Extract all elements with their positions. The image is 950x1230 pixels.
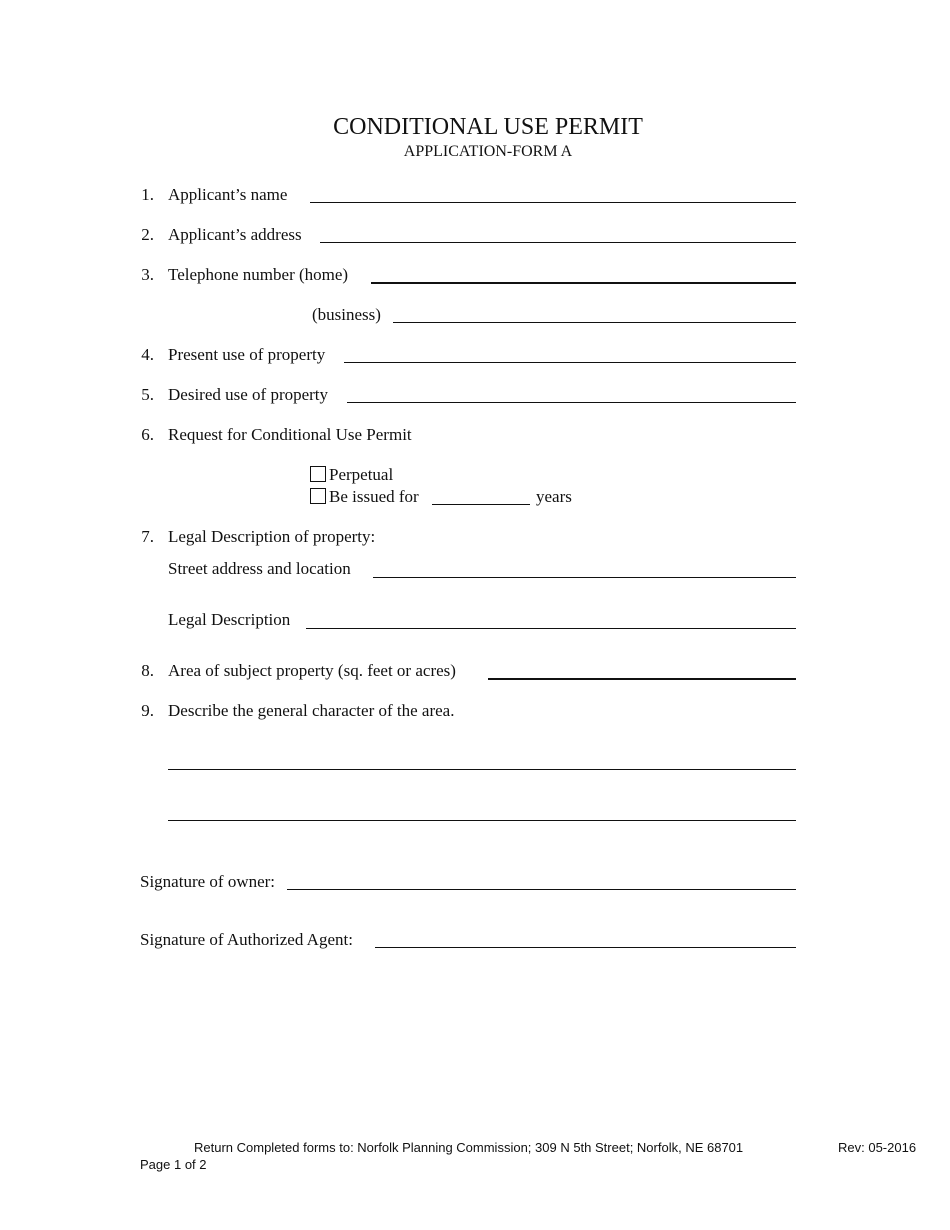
item-number-3: 3. <box>141 265 154 284</box>
return-address-text: Return Completed forms to: Norfolk Planning Commission; 309 N 5th Street; Norfolk, NE 68701 <box>194 1140 744 1155</box>
legal-description-label: Legal Description <box>168 610 291 629</box>
legal-description-heading: Legal Description of property: <box>168 527 376 546</box>
issued-for-label: Be issued for <box>329 487 419 506</box>
applicant-name-field[interactable] <box>310 202 796 203</box>
item-number-8: 8. <box>141 661 154 680</box>
street-address-field[interactable] <box>373 577 796 578</box>
applicant-address-field[interactable] <box>320 242 796 243</box>
street-address-label: Street address and location <box>168 559 351 578</box>
item-number-5: 5. <box>141 385 154 404</box>
form-subtitle: APPLICATION-FORM A <box>403 143 573 160</box>
owner-signature-label: Signature of owner: <box>140 872 276 891</box>
perpetual-label: Perpetual <box>329 465 394 484</box>
general-character-line-1[interactable] <box>168 769 796 770</box>
desired-use-label: Desired use of property <box>168 385 329 404</box>
telephone-business-label: (business) <box>312 305 381 324</box>
owner-signature-field[interactable] <box>287 889 796 890</box>
applicant-name-label: Applicant’s name <box>168 185 288 204</box>
area-field[interactable] <box>488 678 796 680</box>
present-use-label: Present use of property <box>168 345 326 364</box>
issued-years-field[interactable] <box>432 504 530 505</box>
telephone-home-label: Telephone number (home) <box>168 265 349 284</box>
general-character-label: Describe the general character of the area. <box>168 701 455 720</box>
page-number: Page 1 of 2 <box>140 1157 207 1172</box>
item-number-6: 6. <box>141 425 154 444</box>
telephone-home-field[interactable] <box>371 282 796 284</box>
telephone-business-field[interactable] <box>393 322 796 323</box>
revision-text: Rev: 05-2016 <box>838 1140 917 1155</box>
item-number-1: 1. <box>141 185 154 204</box>
item-number-4: 4. <box>141 345 154 364</box>
agent-signature-field[interactable] <box>375 947 796 948</box>
form-title: CONDITIONAL USE PERMIT <box>333 114 643 140</box>
general-character-line-2[interactable] <box>168 820 796 821</box>
perpetual-checkbox[interactable] <box>310 466 326 482</box>
present-use-field[interactable] <box>344 362 796 363</box>
agent-signature-label: Signature of Authorized Agent: <box>140 930 353 949</box>
applicant-address-label: Applicant’s address <box>168 225 302 244</box>
area-label: Area of subject property (sq. feet or acres) <box>168 661 456 680</box>
request-permit-label: Request for Conditional Use Permit <box>168 425 412 444</box>
item-number-9: 9. <box>141 701 154 720</box>
issued-for-checkbox[interactable] <box>310 488 326 504</box>
years-label: years <box>536 487 572 506</box>
item-number-2: 2. <box>141 225 154 244</box>
desired-use-field[interactable] <box>347 402 796 403</box>
legal-description-field[interactable] <box>306 628 796 629</box>
item-number-7: 7. <box>141 527 154 546</box>
